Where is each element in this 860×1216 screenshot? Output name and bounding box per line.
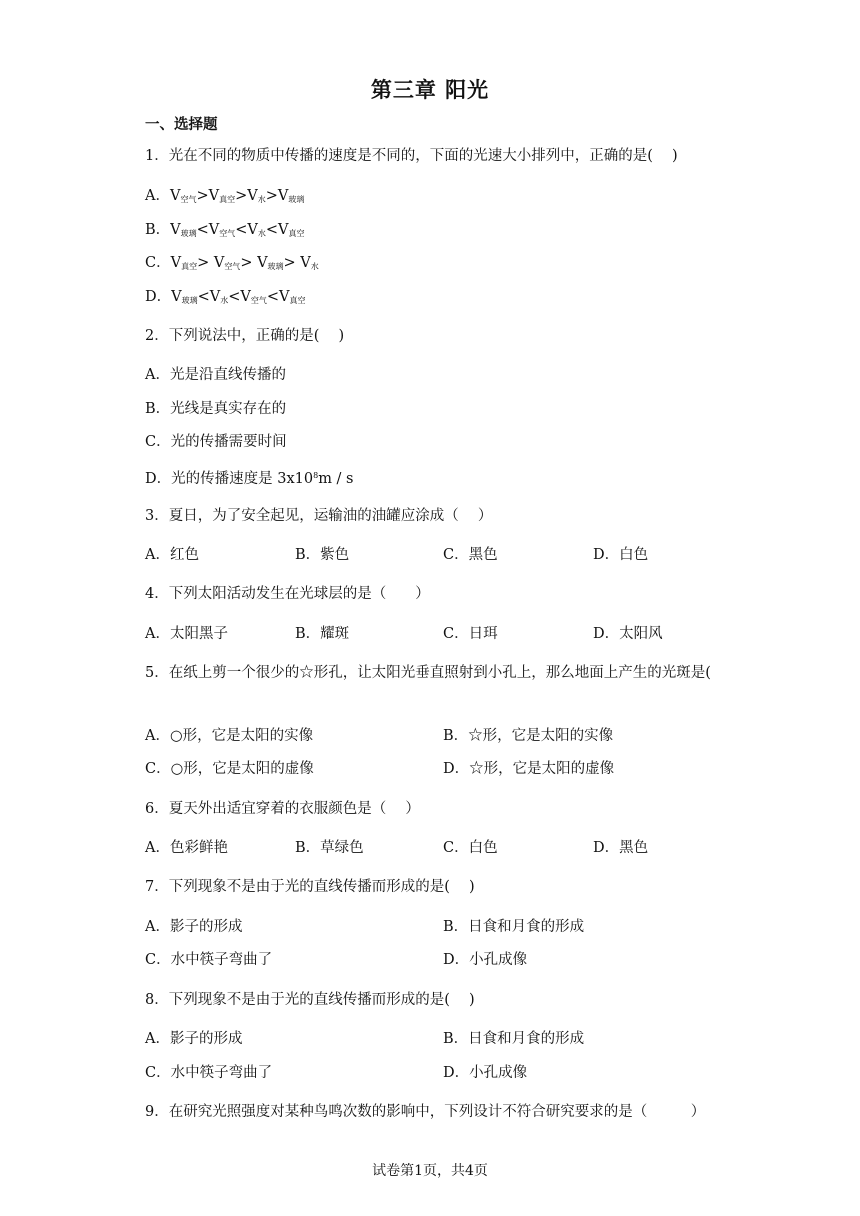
page-title: 第三章 阳光: [370, 78, 490, 102]
question-3-option-d: D．白色: [593, 547, 649, 563]
section-heading: 一、选择题: [145, 117, 218, 133]
question-6-stem: 6．夏天外出适宜穿着的衣服颜色是（ ）: [145, 801, 420, 817]
question-4-option-b: B．耀斑: [295, 626, 350, 642]
question-5-option-b: B．☆形，它是太阳的实像: [443, 728, 614, 744]
question-1-option-b: B．$V_{玻璃}<V_{空气}<V_水<V_{真空}$: [145, 222, 305, 238]
question-8-option-d: D．小孔成像: [443, 1065, 528, 1081]
question-9-stem: 9．在研究光照强度对某种鸟鸣次数的影响中，下列设计不符合研究要求的是（ ）: [145, 1104, 706, 1120]
question-2-stem: 2．下列说法中，正确的是( ): [145, 328, 345, 344]
question-4-stem: 4．下列太阳活动发生在光球层的是（ ）: [145, 586, 430, 602]
question-2-option-d: D．光的传播速度是 $3x10^8m$ / s: [145, 471, 354, 487]
question-7-option-c: C．水中筷子弯曲了: [145, 952, 273, 968]
question-3-option-b: B．紫色: [295, 547, 350, 563]
question-7-option-a: A．影子的形成: [145, 919, 243, 935]
page-footer: 试卷第1页，共4页: [372, 1163, 488, 1179]
question-1-option-d: D．$V_{玻璃}<V_水<V_{空气}<V_{真空}$: [145, 289, 306, 305]
question-1-option-c: C．$V_{真空}> V_{空气}> V_{玻璃}> V_水$: [145, 255, 319, 271]
question-8-option-a: A．影子的形成: [145, 1031, 243, 1047]
question-8-stem: 8．下列现象不是由于光的直线传播而形成的是( ): [145, 992, 475, 1008]
question-6-option-a: A．色彩鲜艳: [145, 840, 228, 856]
question-2-option-c: C．光的传播需要时间: [145, 434, 287, 450]
question-6-option-b: B．草绿色: [295, 840, 364, 856]
question-8-option-b: B．日食和月食的形成: [443, 1031, 585, 1047]
question-1-option-a: A．$V_{空气}>V_{真空}>V_水>V_{玻璃}$: [145, 188, 305, 204]
question-5-stem: 5．在纸上剪一个很少的☆形孔，让太阳光垂直照射到小孔上，那么地面上产生的光斑是(: [145, 665, 711, 681]
question-5-option-d: D．☆形，它是太阳的虚像: [443, 761, 615, 777]
question-6-option-c: C．白色: [443, 840, 498, 856]
question-3-option-c: C．黑色: [443, 547, 498, 563]
question-7-option-b: B．日食和月食的形成: [443, 919, 585, 935]
question-5-option-c: C．○形，它是太阳的虚像: [145, 761, 314, 777]
question-3-stem: 3．夏日，为了安全起见，运输油的油罐应涂成（ ）: [145, 508, 493, 524]
question-4-option-d: D．太阳风: [593, 626, 663, 642]
question-5-option-a: A．○形，它是太阳的实像: [145, 728, 314, 744]
question-1-stem: 1．光在不同的物质中传播的速度是不同的，下面的光速大小排列中，正确的是( ): [145, 148, 678, 164]
question-4-option-c: C．日珥: [443, 626, 498, 642]
question-7-stem: 7．下列现象不是由于光的直线传播而形成的是( ): [145, 879, 475, 895]
question-2-option-b: B．光线是真实存在的: [145, 401, 287, 417]
question-7-option-d: D．小孔成像: [443, 952, 528, 968]
question-6-option-d: D．黑色: [593, 840, 649, 856]
question-3-option-a: A．红色: [145, 547, 199, 563]
question-2-option-a: A．光是沿直线传播的: [145, 367, 286, 383]
question-4-option-a: A．太阳黑子: [145, 626, 228, 642]
question-8-option-c: C．水中筷子弯曲了: [145, 1065, 273, 1081]
